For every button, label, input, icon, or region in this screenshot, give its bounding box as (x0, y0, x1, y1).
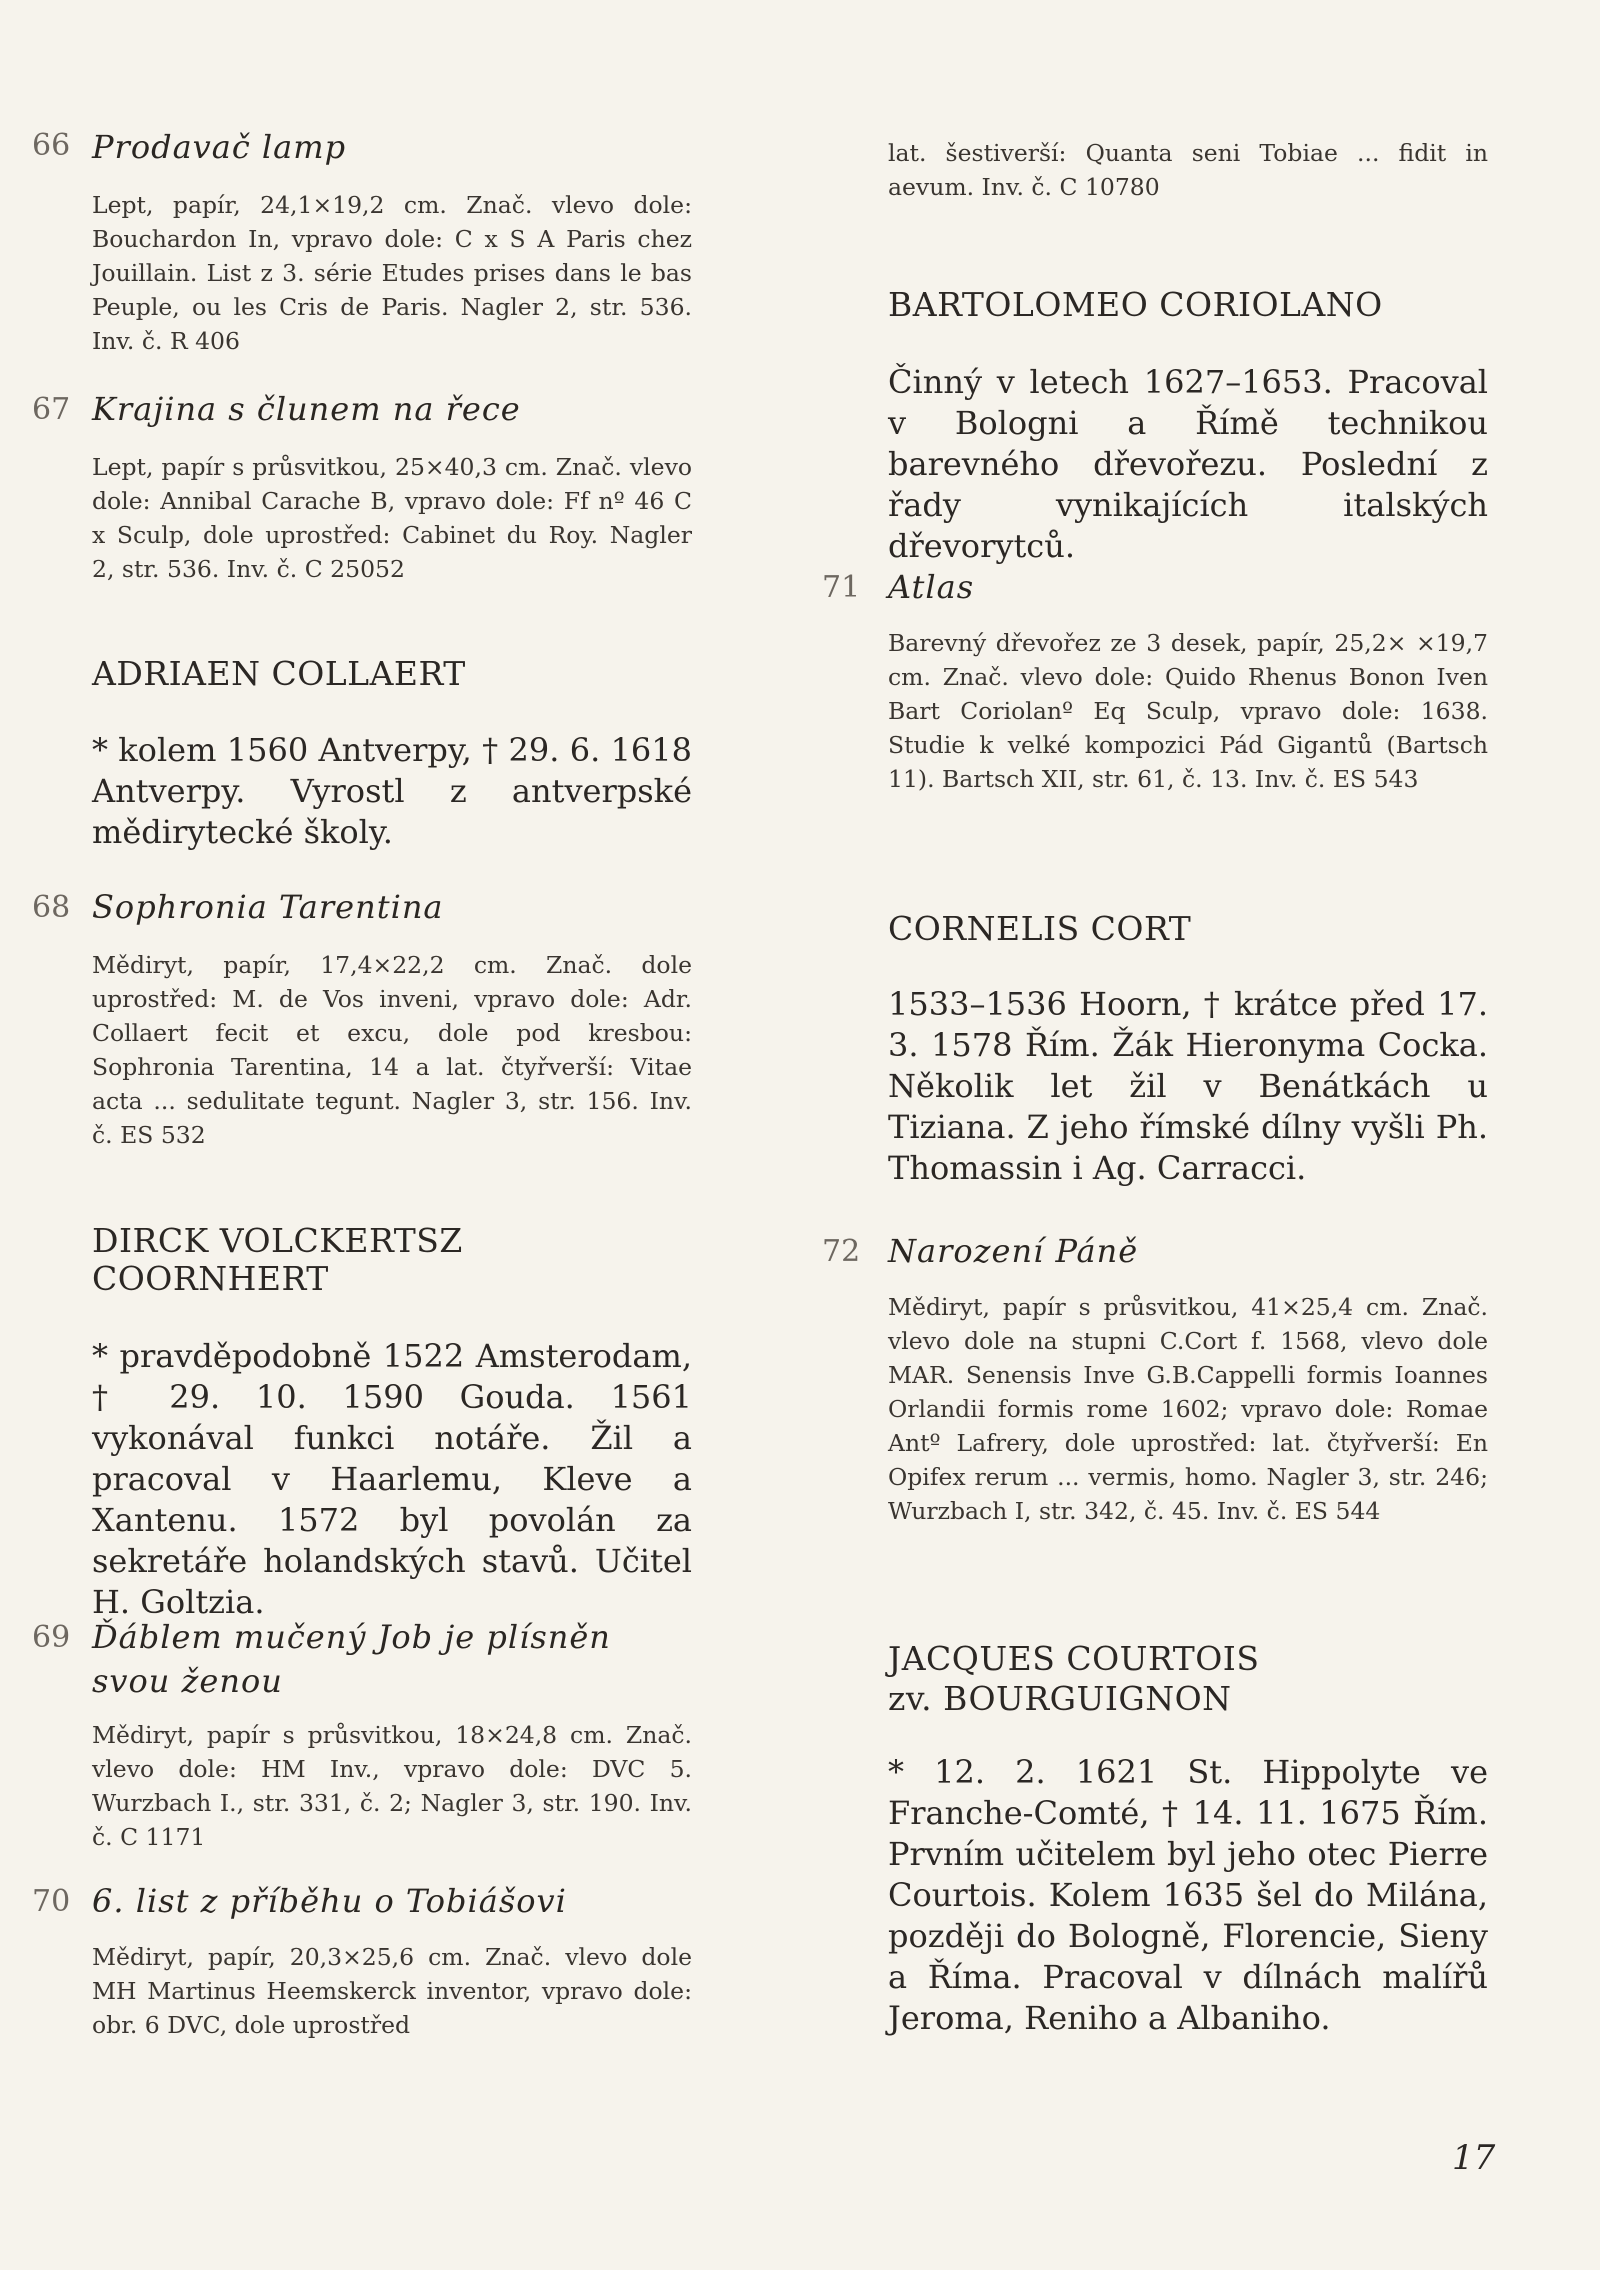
artist-bio: Činný v letech 1627–1653. Pracoval v Bologni a Římě technikou barevného dřevořezu. Poslední z řady vynikajících italských dřevorytců. (888, 363, 1488, 565)
entry-number: 70 (32, 1884, 71, 1919)
entry-description: Mědiryt, papír s průsvitkou, 18×24,8 cm. Znač. vlevo dole: HM Inv., vpravo dole: DVC 5. Wurzbach I., str. 331, č. 2; Nagler 3, str. 190. Inv. č. C 1171 (92, 1721, 692, 1851)
entry-title: Atlas (888, 568, 975, 606)
artist-name: BARTOLOMEO CORIOLANO (888, 285, 1383, 324)
entry-title: Krajina s člunem na řece (92, 390, 521, 428)
entry-title: Prodavač lamp (92, 128, 347, 166)
artist-name: ADRIAEN COLLAERT (92, 654, 466, 693)
artist-name: JACQUES COURTOIS (888, 1639, 1260, 1678)
entry-description: Lept, papír, 24,1×19,2 cm. Znač. vlevo dole: Bouchardon In, vpravo dole: C x S A Paris chez Jouillain. List z 3. série Etudes prises dans le bas Peuple, ou les Cris de Paris. Nagler 2, str. 536. Inv. č. R 406 (92, 191, 692, 355)
entry-description: Barevný dřevořez ze 3 desek, papír, 25,2× ×19,7 cm. Znač. vlevo dole: Quido Rhenus Bonon Iven Bart Coriolanº Eq Sculp, vpravo dole: 1638. Studie k velké kompozici Pád Gigantů (Bartsch 11). Bartsch XII, str. 61, č. 13. Inv. č. ES 543 (888, 629, 1488, 793)
entry-number: 69 (32, 1620, 71, 1655)
entry-description-continued: lat. šestiverší: Quanta seni Tobiae ... fidit in aevum. Inv. č. C 10780 (888, 139, 1488, 201)
entry-description: Lept, papír s průsvitkou, 25×40,3 cm. Znač. vlevo dole: Annibal Carache B, vpravo dole: Ff nº 46 C x Sculp, dole uprostřed: Cabinet du Roy. Nagler 2, str. 536. Inv. č. C 25052 (92, 453, 692, 583)
entry-title: Ďáblem mučený Job je plísněn (92, 1618, 611, 1656)
entry-number: 68 (32, 890, 71, 925)
artist-name: CORNELIS CORT (888, 909, 1192, 948)
entry-title: Sophronia Tarentina (92, 888, 444, 926)
entry-title: svou ženou (92, 1662, 283, 1700)
artist-name: COORNHERT (92, 1259, 329, 1298)
entry-number: 67 (32, 392, 71, 427)
artist-bio: * 12. 2. 1621 St. Hippolyte ve Franche-Comté, † 14. 11. 1675 Řím. Prvním učitelem byl jeho otec Pierre Courtois. Kolem 1635 šel do Milána, později do Bologně, Florencie, Sieny a Říma. Pracoval v dílnách malířů Jeroma, Reniho a Albaniho. (888, 1753, 1488, 2037)
entry-number: 66 (32, 128, 71, 163)
page-number: 17 (1452, 2138, 1496, 2178)
artist-bio: * kolem 1560 Antverpy, † 29. 6. 1618 Antverpy. Vyrostl z antverpské mědirytecké školy. (92, 731, 692, 851)
entry-description: Mědiryt, papír, 20,3×25,6 cm. Znač. vlevo dole MH Martinus Heemskerck inventor, vpravo dole: obr. 6 DVC, dole uprostřed (92, 1943, 692, 2039)
artist-name: zv. BOURGUIGNON (888, 1679, 1232, 1718)
entry-number: 72 (822, 1234, 861, 1269)
artist-bio: 1533–1536 Hoorn, † krátce před 17. 3. 1578 Řím. Žák Hieronyma Cocka. Několik let žil v Benátkách u Tiziana. Z jeho římské dílny vyšli Ph. Thomassin i Ag. Carracci. (888, 985, 1488, 1187)
artist-bio: * pravděpodobně 1522 Amsterodam, † 29. 10. 1590 Gouda. 1561 vykonával funkci notáře. Žil a pracoval v Haarlemu, Kleve a Xantenu. 1572 byl povolán za sekretáře holandských stavů. Učitel H. Goltzia. (92, 1337, 692, 1621)
entry-title: 6. list z příběhu o Tobiášovi (92, 1882, 567, 1920)
entry-description: Mědiryt, papír, 17,4×22,2 cm. Znač. dole uprostřed: M. de Vos inveni, vpravo dole: Adr. Collaert fecit et excu, dole pod kresbou: Sophronia Tarentina, 14 a lat. čtyřverší: Vitae acta ... sedulitate tegunt. Nagler 3, str. 156. Inv. č. ES 532 (92, 951, 692, 1149)
entry-description: Mědiryt, papír s průsvitkou, 41×25,4 cm. Znač. vlevo dole na stupni C.Cort f. 1568, vlevo dole MAR. Senensis Inve G.B.Cappelli formis Ioannes Orlandii formis rome 1602; vpravo dole: Romae Antº Lafrery, dole uprostřed: lat. čtyřverší: En Opifex rerum ... vermis, homo. Nagler 3, str. 246; Wurzbach I, str. 342, č. 45. Inv. č. ES 544 (888, 1293, 1488, 1525)
entry-number: 71 (822, 570, 861, 605)
entry-title: Narození Páně (888, 1232, 1139, 1270)
artist-name: DIRCK VOLCKERTSZ (92, 1221, 463, 1260)
